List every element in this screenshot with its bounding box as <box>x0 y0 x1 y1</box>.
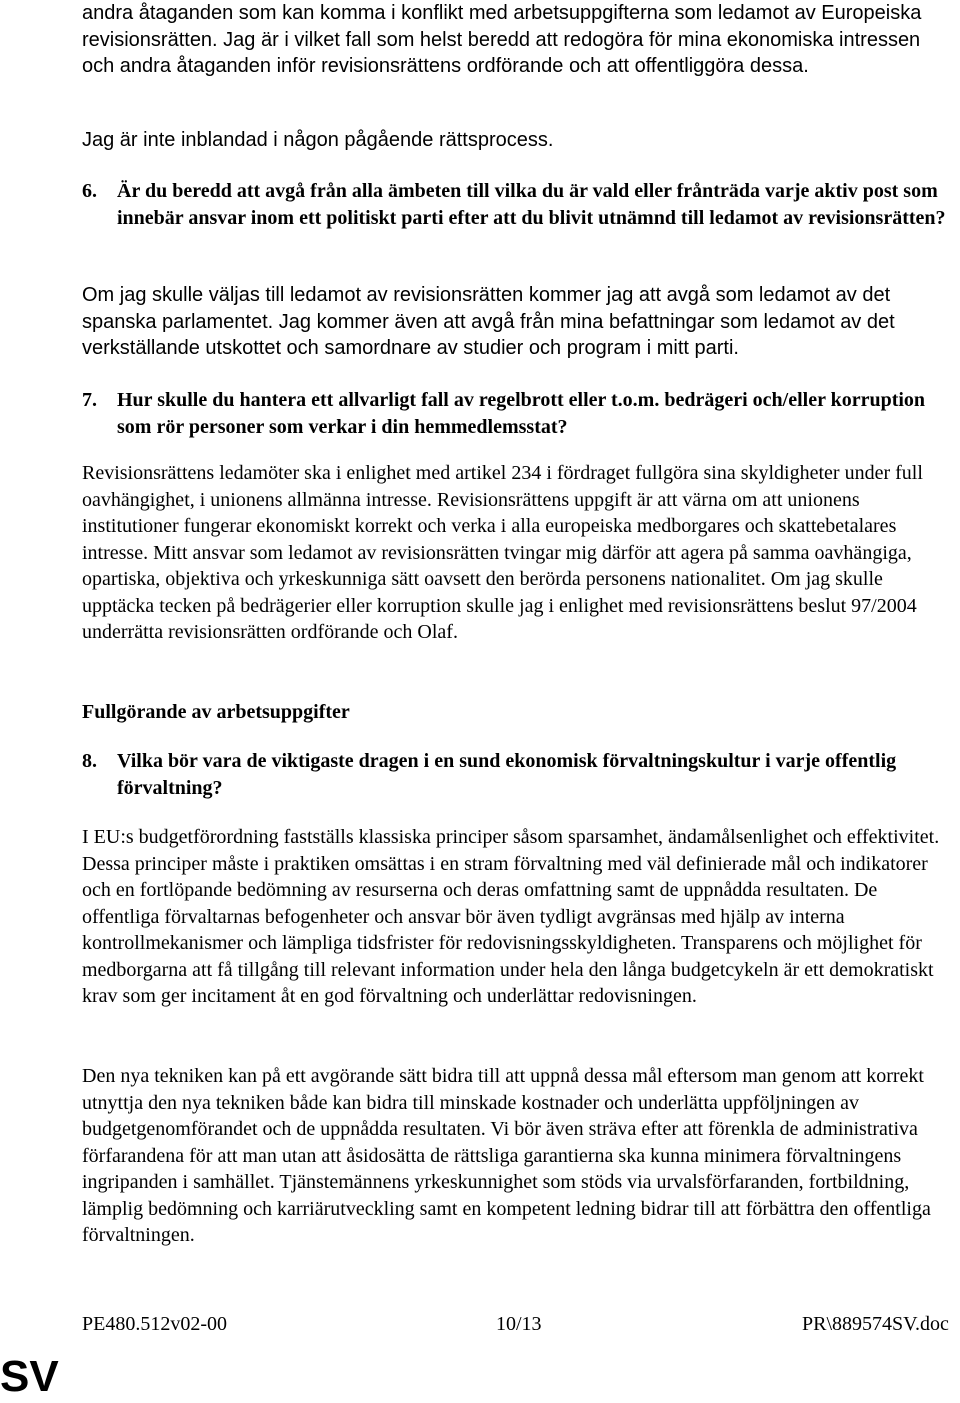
question-6-text: Är du beredd att avgå från alla ämbeten till vilka du är vald eller frånträda varje aktiv post som innebär ansvar inom ett politiskt parti efter att du blivit utnämnd till ledamot av revisionsrätten? <box>117 180 946 229</box>
question-7 <box>82 387 954 440</box>
intro-sentence-1: andra åtaganden som kan komma i konflikt med arbetsuppgifterna som ledamot av Europeiska revisionsrätten. <box>82 2 922 51</box>
answer-8-paragraph-1: I EU:s budgetförordning fastställs klassiska principer såsom sparsamhet, ändamålsenlighet och effektivitet. Dessa principer måste i praktiken omsättas i en stram förvaltning med väl definierade mål och indikatorer och en fortlöpande bedömning av resurserna och deras omfattning samt de uppnådda resultaten. De offentliga förvaltarnas befogenheter och ansvar bör även tydligt avgränsas med hjälp av interna kontrollmekanismer och lämpliga tidsfrister för redovisningsskyldigheten. Transparens och möjlighet för medborgarna att få tillgång till relevant information under hela den långa budgetcykeln är ett demokratiskt krav som ger incitament åt en god förvaltning och underlättar redovisningen. <box>82 826 940 1007</box>
language-code: SV <box>0 1352 59 1401</box>
section-heading: Fullgörande av arbetsuppgifter <box>82 701 350 723</box>
answer-8-paragraph-2: Den nya tekniken kan på ett avgörande sätt bidra till att uppnå dessa mål eftersom man genom att korrekt utnyttja den nya tekniken både kan bidra till minskade kostnader och underlätta uppföljningen av budgetgenomförandet och de uppnådda resultaten. Vi bör även sträva efter att förenkla de administrativa förfarandena för att man utan att åsidosätta de rättsliga garantierna ska kunna minimera förvaltningens ingripanden i samhället. Tjänstemännens yrkeskunnighet som stöds via urvalsförfaranden, fortbildning, lämplig bedömning och karriärutveckling samt en kompetent ledning bidrar till att förbättra den offentliga förvaltningen. <box>82 1065 931 1246</box>
footer-page-number: 10/13 <box>496 1313 542 1335</box>
answer-7: Revisionsrättens ledamöter ska i enlighet med artikel 234 i fördraget fullgöra sina skyldigheter under full oavhängighet, i unionens allmänna intresse. Revisionsrättens uppgift är att värna om att unionens institutioner fungerar ekonomiskt korrekt och verka i alla europeiska medborgares och skattebetalares intresse. Mitt ansvar som ledamot av revisionsrätten tvingar mig därför att agera på samma oavhängiga, opartiska, objektiva och yrkeskunniga sätt oavsett den berörda personens nationalitet. Om jag skulle upptäcka tecken på bedrägerier eller korruption skulle jag i enlighet med revisionsrättens beslut 97/2004 underrätta revisionsrätten ordförande och Olaf. <box>82 462 923 643</box>
question-6-number: 6. <box>82 180 97 202</box>
question-8-text: Vilka bör vara de viktigaste dragen i en sund ekonomisk förvaltningskultur i varje offentlig förvaltning? <box>117 750 897 799</box>
question-6 <box>82 178 954 231</box>
answer-6-sentence-2: Jag kommer även att avgå från mina befattningar som ledamot av det verkställande utskottet och samordnare av studier och program i mitt parti. <box>82 310 895 359</box>
question-7-text: Hur skulle du hantera ett allvarligt fall av regelbrott eller t.o.m. bedrägeri och/eller korruption som rör personer som verkar i din hemmedlemsstat? <box>117 389 926 438</box>
question-8 <box>82 748 954 801</box>
question-7-number: 7. <box>82 389 97 411</box>
intro-paragraph <box>82 0 954 80</box>
question-8-number: 8. <box>82 750 97 772</box>
footer-doc-ref: PE480.512v02-00 <box>82 1313 227 1335</box>
intro-sentence-2: Jag är i vilket fall som helst beredd att redogöra för mina ekonomiska intressen och andra åtaganden inför revisionsrättens ordförande och att offentliggöra dessa. <box>82 28 921 77</box>
footer-file-name: PR\889574SV.doc <box>802 1313 949 1335</box>
no-legal-proceedings: Jag är inte inblandad i någon pågående rättsprocess. <box>82 129 554 151</box>
answer-6-sentence-1: Om jag skulle väljas till ledamot av revisionsrätten kommer jag att avgå som ledamot av det spanska parlamentet. <box>82 284 891 333</box>
answer-6 <box>82 282 954 362</box>
